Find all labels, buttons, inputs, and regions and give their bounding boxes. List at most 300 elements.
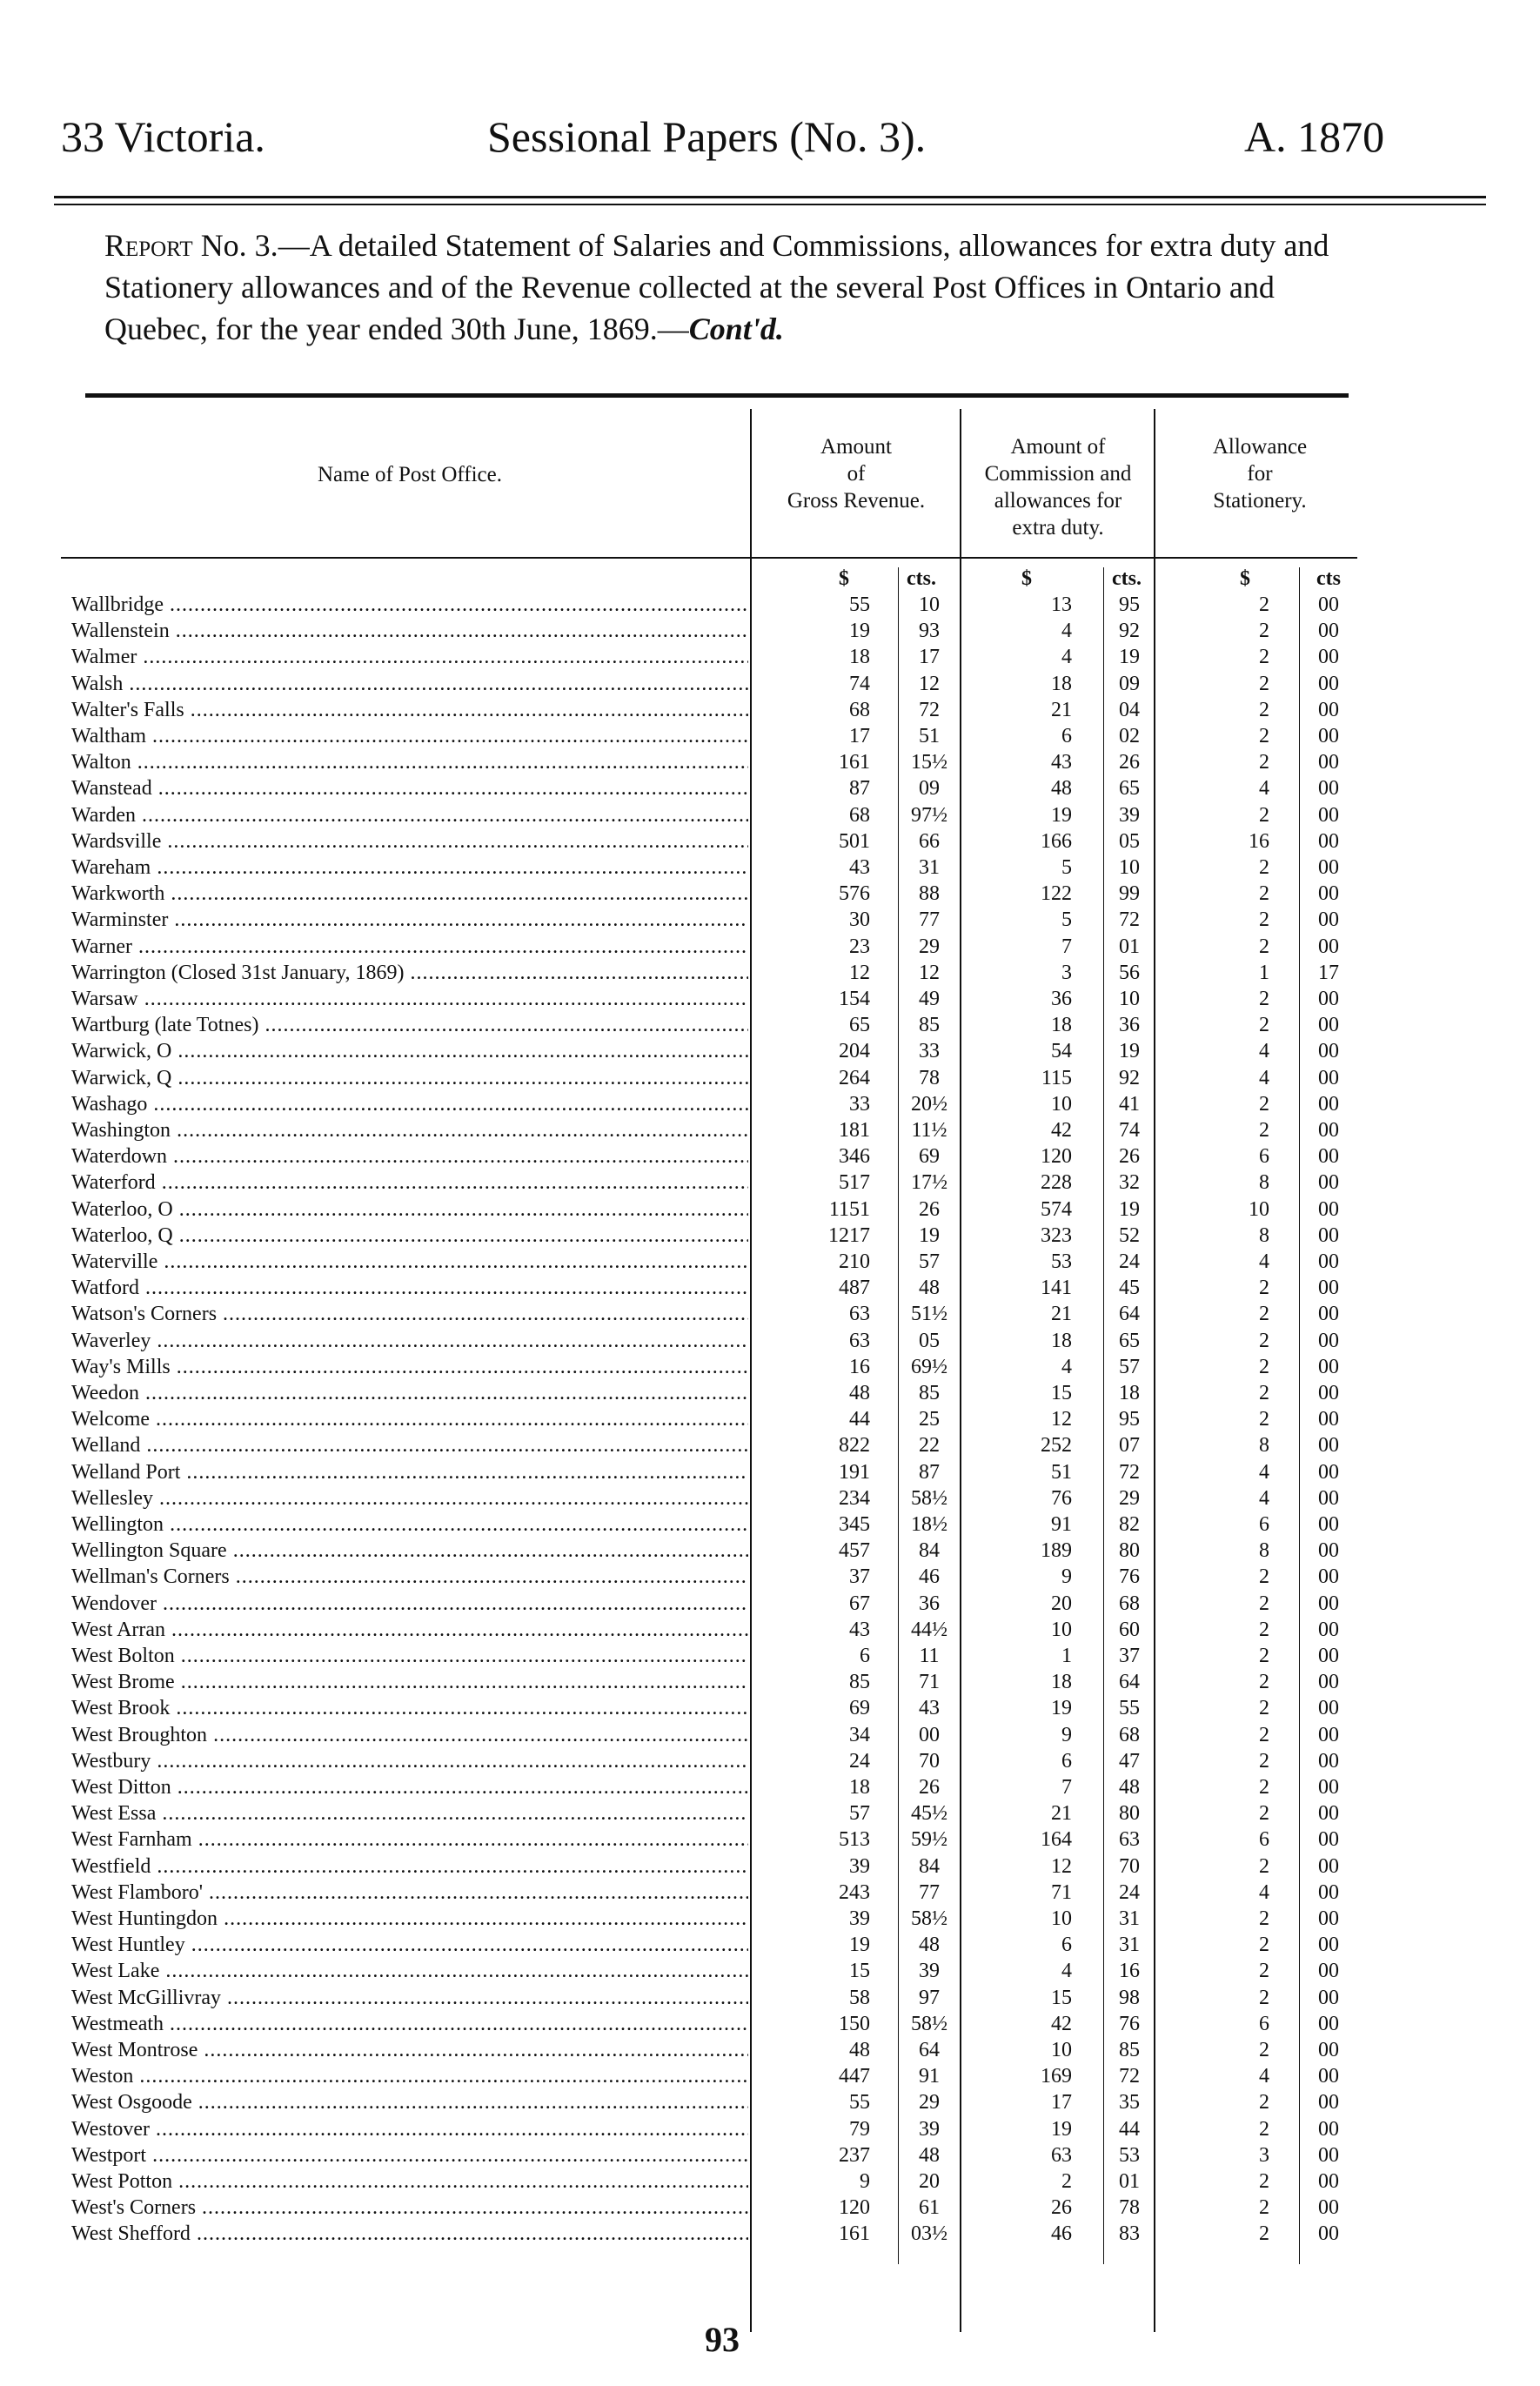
commission-cents: 44 — [1119, 2117, 1140, 2141]
post-office-name: West McGillivray ..... — [71, 1985, 748, 2011]
stationery-cents: 00 — [1318, 1092, 1339, 1116]
table-row — [0, 1958, 1540, 1984]
commission-dollars: 42 — [1051, 1119, 1072, 1142]
commission-cents: 52 — [1119, 1223, 1140, 1247]
stationery-cents: 00 — [1318, 593, 1339, 616]
table-row — [0, 1800, 1540, 1826]
stationery-cents: 00 — [1318, 646, 1339, 669]
commission-cents: 19 — [1119, 1197, 1140, 1221]
commission-cents: 63 — [1119, 1828, 1140, 1852]
unit-commission-cents: cts. — [1112, 567, 1142, 590]
post-office-name: Wanstead ..... — [71, 775, 748, 801]
gross-cents: 72 — [919, 698, 940, 721]
table-row — [0, 1301, 1540, 1327]
table-row — [0, 960, 1540, 986]
commission-dollars: 54 — [1051, 1040, 1072, 1063]
commission-cents: 29 — [1119, 1486, 1140, 1510]
commission-dollars: 228 — [1041, 1171, 1072, 1195]
post-office-name: Watford ..... — [71, 1275, 748, 1301]
stationery-dollars: 2 — [1259, 1960, 1269, 1983]
commission-cents: 78 — [1119, 2196, 1140, 2220]
gross-cents: 26 — [919, 1197, 940, 1221]
post-office-name: Warminster ..... — [71, 907, 748, 933]
commission-cents: 98 — [1119, 1986, 1140, 2009]
table-row — [0, 1853, 1540, 1880]
gross-dollars: 513 — [839, 1828, 870, 1852]
table-row — [0, 1380, 1540, 1406]
stationery-dollars: 16 — [1249, 829, 1269, 853]
column-header-commission-line: Amount of — [1010, 435, 1106, 459]
table-row — [0, 723, 1540, 749]
commission-cents: 56 — [1119, 961, 1140, 984]
post-office-name: West Shefford ..... — [71, 2221, 748, 2247]
stationery-cents: 00 — [1318, 1618, 1339, 1641]
commission-cents: 68 — [1119, 1592, 1140, 1615]
stationery-dollars: 2 — [1259, 1671, 1269, 1694]
commission-dollars: 189 — [1041, 1539, 1072, 1563]
post-office-name: Waverley ..... — [71, 1328, 748, 1354]
gross-cents: 85 — [919, 1014, 940, 1037]
table-row — [0, 1695, 1540, 1721]
stationery-cents: 00 — [1318, 1880, 1339, 1904]
post-office-name: Wellman's Corners ..... — [71, 1564, 748, 1590]
stationery-dollars: 6 — [1259, 1145, 1269, 1169]
commission-cents: 53 — [1119, 2143, 1140, 2167]
stationery-dollars: 8 — [1259, 1434, 1269, 1458]
column-header-gross — [753, 433, 959, 514]
stationery-cents: 00 — [1318, 1592, 1339, 1615]
commission-dollars: 9 — [1061, 1565, 1072, 1589]
post-office-name: Westbury ..... — [71, 1748, 748, 1774]
commission-dollars: 115 — [1041, 1066, 1072, 1089]
gross-dollars: 12 — [849, 961, 870, 984]
table-row — [0, 697, 1540, 723]
commission-dollars: 21 — [1051, 1303, 1072, 1326]
commission-cents: 05 — [1119, 829, 1140, 853]
commission-dollars: 63 — [1051, 2143, 1072, 2167]
commission-dollars: 10 — [1051, 1618, 1072, 1641]
gross-dollars: 346 — [839, 1145, 870, 1169]
page-number: 93 — [705, 2320, 740, 2359]
gross-dollars: 447 — [839, 2065, 870, 2088]
stationery-dollars: 4 — [1259, 1486, 1269, 1510]
commission-dollars: 13 — [1051, 593, 1072, 616]
commission-dollars: 10 — [1051, 2039, 1072, 2061]
commission-cents: 04 — [1119, 698, 1140, 721]
commission-dollars: 252 — [1041, 1434, 1072, 1458]
gross-cents: 85 — [919, 1382, 940, 1404]
gross-cents: 33 — [919, 1040, 940, 1063]
table-row — [0, 2168, 1540, 2195]
table-row — [0, 644, 1540, 670]
column-header-stationery-line: Stationery. — [1213, 489, 1307, 513]
post-office-name: Welland Port ..... — [71, 1459, 748, 1485]
commission-dollars: 4 — [1061, 646, 1072, 669]
stationery-dollars: 6 — [1259, 1828, 1269, 1852]
gross-cents: 00 — [919, 1723, 940, 1746]
stationery-cents: 00 — [1318, 777, 1339, 801]
commission-cents: 26 — [1119, 1145, 1140, 1169]
gross-dollars: 34 — [849, 1723, 870, 1746]
table-row — [0, 1249, 1540, 1275]
stationery-dollars: 4 — [1259, 777, 1269, 801]
post-office-name: Wellington ..... — [71, 1511, 748, 1538]
post-office-name: Waltham ..... — [71, 723, 748, 749]
column-header-gross-line: Amount — [820, 435, 892, 459]
column-header-gross-line: of — [847, 462, 866, 486]
stationery-cents: 00 — [1318, 1014, 1339, 1037]
gross-cents: 48 — [919, 1277, 940, 1300]
post-office-name: Waterloo, Q ..... — [71, 1223, 748, 1249]
stationery-cents: 00 — [1318, 1066, 1339, 1089]
commission-cents: 31 — [1119, 1934, 1140, 1957]
stationery-dollars: 4 — [1259, 1460, 1269, 1484]
post-office-name: Westport ..... — [71, 2142, 748, 2168]
table-row — [0, 1880, 1540, 1906]
gross-dollars: 517 — [839, 1171, 870, 1195]
table-row — [0, 1328, 1540, 1354]
stationery-cents: 00 — [1318, 856, 1339, 879]
table-row — [0, 1932, 1540, 1958]
post-office-name: Warwick, Q ..... — [71, 1065, 748, 1091]
gross-dollars: 63 — [849, 1329, 870, 1352]
post-office-name: Wardsville ..... — [71, 828, 748, 855]
stationery-cents: 00 — [1318, 1382, 1339, 1404]
stationery-dollars: 2 — [1259, 1934, 1269, 1957]
gross-cents: 10 — [919, 593, 940, 616]
commission-dollars: 18 — [1051, 1014, 1072, 1037]
commission-cents: 37 — [1119, 1645, 1140, 1667]
gross-cents: 20½ — [911, 1092, 947, 1116]
commission-dollars: 18 — [1051, 1671, 1072, 1694]
stationery-dollars: 2 — [1259, 1014, 1269, 1037]
stationery-cents: 00 — [1318, 751, 1339, 774]
gross-cents: 48 — [919, 2143, 940, 2167]
gross-dollars: 23 — [849, 935, 870, 958]
commission-cents: 09 — [1119, 672, 1140, 695]
table-row — [0, 1564, 1540, 1590]
gross-cents: 58½ — [911, 1907, 947, 1930]
stationery-cents: 00 — [1318, 2117, 1339, 2141]
gross-dollars: 234 — [839, 1486, 870, 1510]
stationery-cents: 00 — [1318, 1486, 1339, 1510]
gross-dollars: 68 — [849, 803, 870, 827]
gross-cents: 05 — [919, 1329, 940, 1352]
table-row — [0, 881, 1540, 907]
stationery-cents: 00 — [1318, 725, 1339, 747]
stationery-dollars: 2 — [1259, 1907, 1269, 1930]
gross-cents: 78 — [919, 1066, 940, 1089]
unit-stationery-dollar: $ — [1240, 567, 1250, 590]
gross-cents: 36 — [919, 1592, 940, 1615]
gross-cents: 31 — [919, 856, 940, 879]
gross-cents: 48 — [919, 1934, 940, 1957]
gross-dollars: 44 — [849, 1408, 870, 1431]
stationery-dollars: 2 — [1259, 1355, 1269, 1378]
stationery-cents: 00 — [1318, 1040, 1339, 1063]
gross-dollars: 55 — [849, 2091, 870, 2115]
stationery-cents: 00 — [1318, 2170, 1339, 2193]
commission-dollars: 7 — [1061, 1776, 1072, 1799]
stationery-cents: 00 — [1318, 1250, 1339, 1273]
commission-dollars: 46 — [1051, 2222, 1072, 2246]
gross-dollars: 69 — [849, 1697, 870, 1720]
gross-dollars: 33 — [849, 1092, 870, 1116]
gross-cents: 66 — [919, 829, 940, 853]
gross-cents: 97 — [919, 1986, 940, 2009]
header-rule-bottom — [54, 204, 1486, 205]
gross-dollars: 161 — [839, 2222, 870, 2246]
commission-cents: 31 — [1119, 1907, 1140, 1930]
commission-dollars: 323 — [1041, 1223, 1072, 1247]
column-header-commission-line: extra duty. — [1012, 516, 1104, 540]
stationery-dollars: 1 — [1259, 961, 1269, 984]
stationery-dollars: 2 — [1259, 935, 1269, 958]
table-row — [0, 802, 1540, 828]
stationery-dollars: 2 — [1259, 1092, 1269, 1116]
commission-cents: 35 — [1119, 2091, 1140, 2115]
commission-cents: 02 — [1119, 725, 1140, 747]
stationery-cents: 00 — [1318, 1671, 1339, 1694]
stationery-dollars: 2 — [1259, 2170, 1269, 2193]
commission-dollars: 91 — [1051, 1513, 1072, 1536]
post-office-name: Wendover ..... — [71, 1591, 748, 1617]
gross-cents: 84 — [919, 1854, 940, 1878]
post-office-name: Wellesley ..... — [71, 1485, 748, 1511]
gross-cents: 19 — [919, 1223, 940, 1247]
gross-cents: 58½ — [911, 1486, 947, 1510]
commission-dollars: 71 — [1051, 1880, 1072, 1904]
table-row — [0, 1406, 1540, 1432]
commission-dollars: 36 — [1051, 988, 1072, 1010]
commission-dollars: 12 — [1051, 1854, 1072, 1878]
gross-cents: 69½ — [911, 1355, 947, 1378]
stationery-dollars: 2 — [1259, 1565, 1269, 1589]
post-office-name: Welcome ..... — [71, 1406, 748, 1432]
commission-dollars: 76 — [1051, 1486, 1072, 1510]
gross-dollars: 345 — [839, 1513, 870, 1536]
stationery-dollars: 6 — [1259, 1513, 1269, 1536]
stationery-cents: 00 — [1318, 935, 1339, 958]
gross-dollars: 43 — [849, 1618, 870, 1641]
commission-dollars: 10 — [1051, 1907, 1072, 1930]
commission-dollars: 48 — [1051, 777, 1072, 801]
commission-cents: 83 — [1119, 2222, 1140, 2246]
report-title-lead: Report — [104, 228, 193, 263]
stationery-cents: 00 — [1318, 1776, 1339, 1799]
gross-cents: 26 — [919, 1776, 940, 1799]
stationery-dollars: 4 — [1259, 1040, 1269, 1063]
table-row — [0, 1748, 1540, 1774]
stationery-dollars: 2 — [1259, 1382, 1269, 1404]
table-row — [0, 1065, 1540, 1091]
gross-cents: 59½ — [911, 1828, 947, 1852]
gross-dollars: 457 — [839, 1539, 870, 1563]
commission-dollars: 12 — [1051, 1408, 1072, 1431]
gross-cents: 45½ — [911, 1802, 947, 1826]
stationery-cents: 00 — [1318, 1513, 1339, 1536]
stationery-dollars: 2 — [1259, 1592, 1269, 1615]
commission-cents: 10 — [1119, 988, 1140, 1010]
table-row — [0, 1012, 1540, 1038]
gross-dollars: 501 — [839, 829, 870, 853]
gross-dollars: 39 — [849, 1854, 870, 1878]
stationery-dollars: 2 — [1259, 1618, 1269, 1641]
commission-dollars: 122 — [1041, 882, 1072, 906]
commission-cents: 55 — [1119, 1697, 1140, 1720]
commission-dollars: 169 — [1041, 2065, 1072, 2088]
stationery-cents: 00 — [1318, 1749, 1339, 1773]
commission-dollars: 5 — [1061, 856, 1072, 879]
commission-cents: 72 — [1119, 1460, 1140, 1484]
post-office-name: Wartburg (late Totnes) ..... — [71, 1012, 748, 1038]
gross-cents: 17½ — [911, 1171, 947, 1195]
gross-dollars: 18 — [849, 1776, 870, 1799]
table-row — [0, 2037, 1540, 2063]
table-row — [0, 1906, 1540, 1932]
commission-dollars: 6 — [1061, 1749, 1072, 1773]
gross-dollars: 191 — [839, 1460, 870, 1484]
table-row — [0, 1826, 1540, 1853]
stationery-dollars: 2 — [1259, 620, 1269, 643]
post-office-name: West Huntingdon ..... — [71, 1906, 748, 1932]
post-office-name: West Brook ..... — [71, 1695, 748, 1721]
stationery-dollars: 2 — [1259, 1277, 1269, 1300]
commission-cents: 72 — [1119, 908, 1140, 932]
table-row — [0, 986, 1540, 1012]
stationery-dollars: 4 — [1259, 1250, 1269, 1273]
table-row — [0, 1511, 1540, 1538]
gross-dollars: 150 — [839, 2012, 870, 2035]
gross-dollars: 30 — [849, 908, 870, 932]
table-row — [0, 1170, 1540, 1196]
post-office-name: Warner ..... — [71, 934, 748, 960]
commission-cents: 64 — [1119, 1671, 1140, 1694]
post-office-name: West Lake ..... — [71, 1958, 748, 1984]
commission-dollars: 15 — [1051, 1986, 1072, 2009]
commission-cents: 01 — [1119, 2170, 1140, 2193]
stationery-dollars: 2 — [1259, 1986, 1269, 2009]
table-row — [0, 1617, 1540, 1643]
gross-cents: 18½ — [911, 1513, 947, 1536]
table-row — [0, 2063, 1540, 2089]
commission-dollars: 21 — [1051, 1802, 1072, 1826]
gross-dollars: 6 — [860, 1645, 870, 1667]
table-header-rule — [61, 557, 1357, 559]
table-row — [0, 1722, 1540, 1748]
stationery-cents: 00 — [1318, 1408, 1339, 1431]
commission-dollars: 574 — [1041, 1197, 1072, 1221]
stationery-dollars: 2 — [1259, 908, 1269, 932]
stationery-cents: 00 — [1318, 1171, 1339, 1195]
stationery-dollars: 8 — [1259, 1539, 1269, 1563]
stationery-dollars: 2 — [1259, 751, 1269, 774]
stationery-dollars: 2 — [1259, 698, 1269, 721]
running-header-right: A. 1870 — [1244, 112, 1385, 161]
column-header-gross-line: Gross Revenue. — [787, 489, 926, 513]
post-office-name: Westfield ..... — [71, 1853, 748, 1880]
commission-cents: 70 — [1119, 1854, 1140, 1878]
stationery-dollars: 2 — [1259, 1802, 1269, 1826]
stationery-dollars: 2 — [1259, 1723, 1269, 1746]
post-office-name: Warden ..... — [71, 802, 748, 828]
table-row — [0, 2011, 1540, 2037]
commission-cents: 41 — [1119, 1092, 1140, 1116]
gross-dollars: 15 — [849, 1960, 870, 1983]
stationery-cents: 00 — [1318, 2143, 1339, 2167]
gross-cents: 29 — [919, 2091, 940, 2115]
gross-cents: 70 — [919, 1749, 940, 1773]
gross-dollars: 19 — [849, 1934, 870, 1957]
commission-dollars: 53 — [1051, 1250, 1072, 1273]
commission-dollars: 26 — [1051, 2196, 1072, 2220]
gross-cents: 15½ — [911, 751, 947, 774]
commission-cents: 16 — [1119, 1960, 1140, 1983]
table-row — [0, 2116, 1540, 2142]
commission-dollars: 4 — [1061, 1960, 1072, 1983]
table-row — [0, 2142, 1540, 2168]
post-office-name: West Essa ..... — [71, 1800, 748, 1826]
post-office-name: West Montrose ..... — [71, 2037, 748, 2063]
stationery-dollars: 2 — [1259, 1776, 1269, 1799]
stationery-cents: 00 — [1318, 2091, 1339, 2115]
table-row — [0, 671, 1540, 697]
table-row — [0, 2195, 1540, 2221]
commission-cents: 95 — [1119, 1408, 1140, 1431]
gross-dollars: 48 — [849, 2039, 870, 2061]
post-office-name: West Bolton ..... — [71, 1643, 748, 1669]
running-header-left: 33 Victoria. — [61, 112, 265, 161]
stationery-dollars: 2 — [1259, 1303, 1269, 1326]
gross-cents: 12 — [919, 672, 940, 695]
post-office-name: Weedon ..... — [71, 1380, 748, 1406]
commission-cents: 85 — [1119, 2039, 1140, 2061]
commission-cents: 64 — [1119, 1303, 1140, 1326]
post-office-name: Warwick, O ..... — [71, 1038, 748, 1064]
stationery-cents: 17 — [1318, 961, 1339, 984]
commission-dollars: 17 — [1051, 2091, 1072, 2115]
gross-dollars: 1151 — [828, 1197, 870, 1221]
stationery-dollars: 2 — [1259, 1408, 1269, 1431]
stationery-dollars: 2 — [1259, 1854, 1269, 1878]
gross-cents: 64 — [919, 2039, 940, 2061]
commission-cents: 18 — [1119, 1382, 1140, 1404]
post-office-name: Walter's Falls ..... — [71, 697, 748, 723]
report-title-text: —A detailed Statement of Salaries and Commissions, allowances for extra duty and Stationery allowances and of the Revenue collected at the several Post Offices in Ontario and Quebec, for the year ended 30th June, 1869.— — [104, 228, 1329, 346]
stationery-dollars: 2 — [1259, 2117, 1269, 2141]
post-office-name: West Arran ..... — [71, 1617, 748, 1643]
commission-cents: 24 — [1119, 1880, 1140, 1904]
commission-dollars: 43 — [1051, 751, 1072, 774]
gross-cents: 49 — [919, 988, 940, 1010]
commission-dollars: 4 — [1061, 620, 1072, 643]
table-row — [0, 2089, 1540, 2115]
stationery-dollars: 8 — [1259, 1171, 1269, 1195]
post-office-name: Walton ..... — [71, 749, 748, 775]
gross-dollars: 85 — [849, 1671, 870, 1694]
gross-dollars: 63 — [849, 1303, 870, 1326]
stationery-dollars: 2 — [1259, 988, 1269, 1010]
gross-dollars: 17 — [849, 725, 870, 747]
column-header-stationery — [1157, 433, 1363, 514]
post-office-name: Westover ..... — [71, 2116, 748, 2142]
stationery-cents: 00 — [1318, 1223, 1339, 1247]
gross-dollars: 822 — [839, 1434, 870, 1458]
stationery-dollars: 2 — [1259, 803, 1269, 827]
stationery-dollars: 2 — [1259, 882, 1269, 906]
stationery-dollars: 2 — [1259, 593, 1269, 616]
gross-dollars: 120 — [839, 2196, 870, 2220]
